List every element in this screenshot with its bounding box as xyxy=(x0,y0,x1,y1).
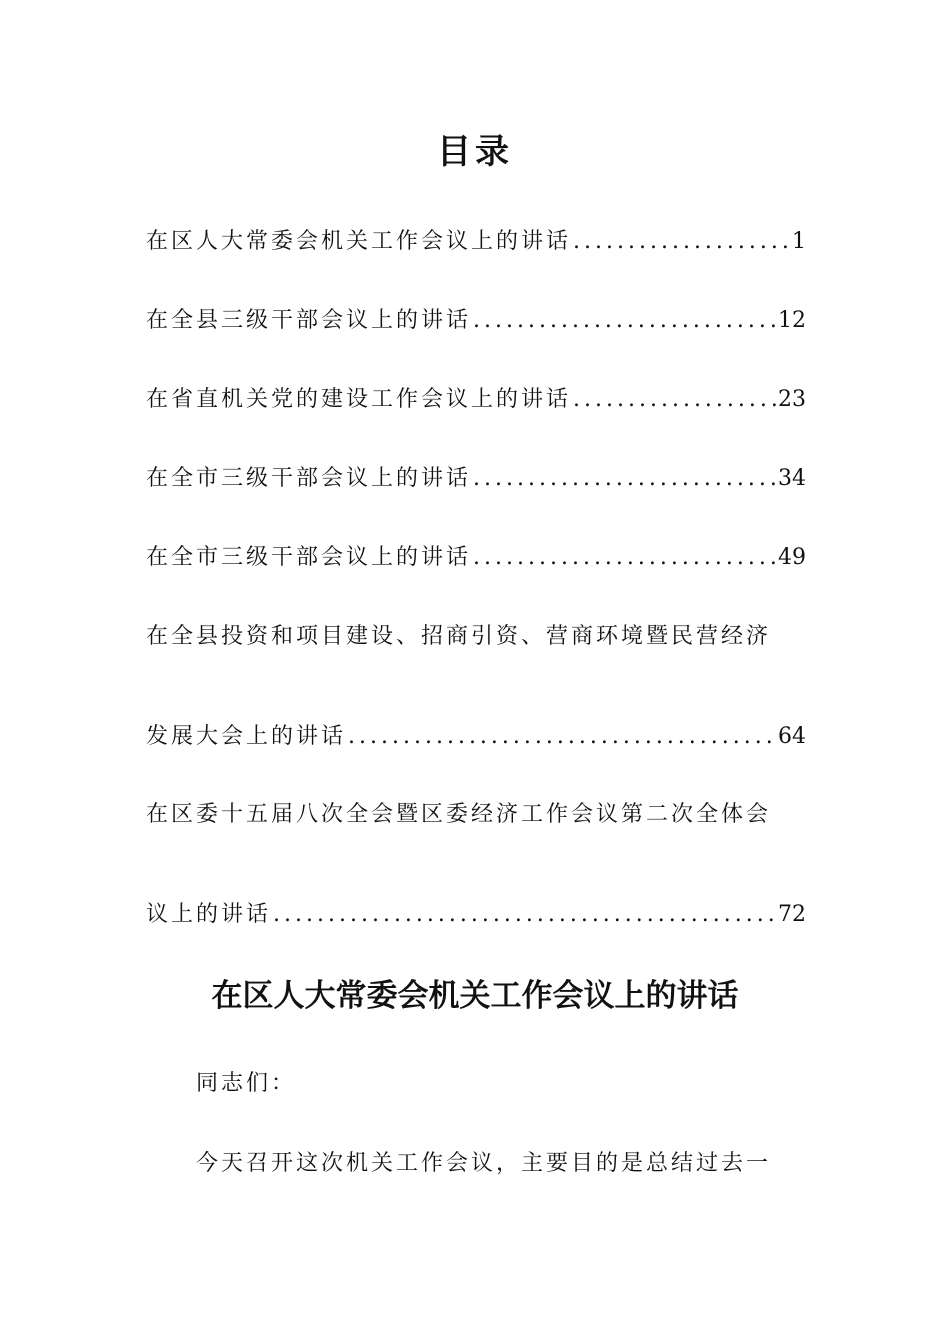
toc-entry-page: 64 xyxy=(778,724,806,749)
toc-entry-title: 在全市三级干部会议上的讲话 xyxy=(146,466,472,491)
toc-entry-title-line1[interactable]: 在区委十五届八次全会暨区委经济工作会议第二次全体会 xyxy=(146,802,772,827)
toc-entry-title: 议上的讲话 xyxy=(146,902,272,927)
toc-entry-title: 在全县三级干部会议上的讲话 xyxy=(146,308,472,333)
toc-entry[interactable] xyxy=(146,461,806,497)
toc-entry-page: 49 xyxy=(778,545,806,570)
toc-entry-title: 在区人大常委会机关工作会议上的讲话 xyxy=(146,229,572,254)
toc-entry-title: 在全市三级干部会议上的讲话 xyxy=(146,545,472,570)
toc-entry-page: 12 xyxy=(778,308,806,333)
toc-entry-page: 23 xyxy=(778,387,806,412)
toc-entry-title: 发展大会上的讲话 xyxy=(146,724,347,749)
toc-entry-page: 1 xyxy=(792,229,806,254)
toc-entry-title-line1[interactable]: 在全县投资和项目建设、招商引资、营商环境暨民营经济 xyxy=(146,624,772,649)
toc-entry-title: 在省直机关党的建设工作会议上的讲话 xyxy=(146,387,572,412)
toc-title: 目录 xyxy=(437,132,513,172)
toc-leader-dots xyxy=(573,224,790,260)
toc-entry[interactable] xyxy=(146,382,806,418)
toc-entry[interactable] xyxy=(146,540,806,576)
toc-entry-page: 72 xyxy=(778,902,806,927)
article-title: 在区人大常委会机关工作会议上的讲话 xyxy=(211,978,739,1014)
toc-entry[interactable] xyxy=(146,719,806,755)
toc-entry-page: 34 xyxy=(778,466,806,491)
toc-leader-dots xyxy=(473,540,776,576)
toc-entry[interactable] xyxy=(146,303,806,339)
toc-entry[interactable] xyxy=(146,897,806,933)
toc-leader-dots xyxy=(348,719,776,755)
toc-leader-dots xyxy=(473,303,776,339)
toc-leader-dots xyxy=(273,897,776,933)
toc-leader-dots xyxy=(573,382,776,418)
body-paragraph: 今天召开这次机关工作会议，主要目的是总结过去一 xyxy=(196,1151,772,1176)
toc-leader-dots xyxy=(473,461,776,497)
salutation: 同志们： xyxy=(196,1071,297,1096)
toc-entry[interactable] xyxy=(146,224,806,260)
